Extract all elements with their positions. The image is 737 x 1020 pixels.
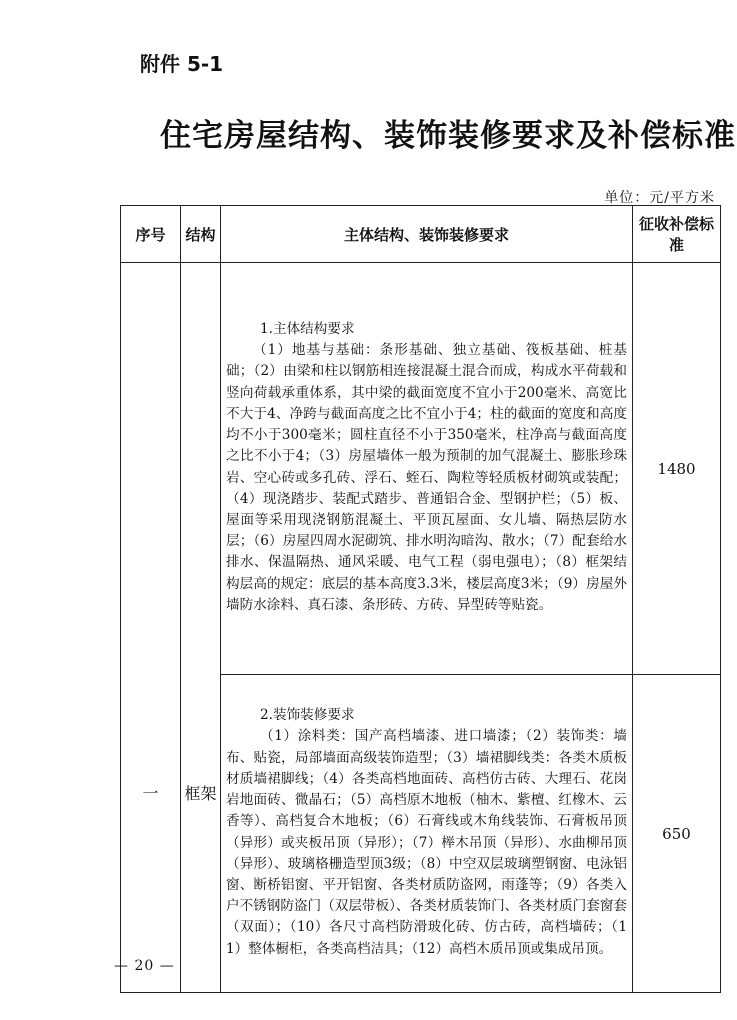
main-structure-text: （1）地基与基础：条形基础、独立基础、筏板基础、桩基础；（2）由梁和柱以钢筋相连接混凝土混合而成，构成水平荷载和竖向荷载承重体系，其中梁的截面宽度不宜小于200毫米、高宽比不大于4、净跨与截面高度之比不宜小于4；柱的截面的宽度和高度均不小于300毫米；圆柱直径不小于350毫米，柱净高与截面高度之比不小于4；（3）房屋墙体一般为预制的加气混凝土、膨胀珍珠岩、空心砖或多孔砖、浮石、蛭石、陶粒等轻质板材砌筑或装配；（4）现浇踏步、装配式踏步、普通铝合金、型钢护栏；（5）板、屋面等采用现浇钢筋混凝土、平顶瓦屋面、女儿墙、隔热层防水层；（6）房屋四周水泥砌筑、排水明沟暗沟、散水；（7）配套给水排水、保温隔热、通风采暖、电气工程（弱电强电）；（8）框架结构层高的规定：底层的基本高度3.3米，楼层高度3米；（9）房屋外墙防水涂料、真石漆、条形砖、方砖、异型砖等贴瓷。 bbox=[226, 342, 627, 613]
compensation-table bbox=[120, 205, 721, 993]
table-row bbox=[121, 263, 721, 675]
decoration-requirements bbox=[221, 675, 633, 993]
decoration-standard: 650 bbox=[633, 675, 721, 993]
header-seq: 序号 bbox=[121, 206, 181, 263]
main-structure-standard: 1480 bbox=[633, 263, 721, 675]
decoration-text: （1）涂料类：国产高档墙漆、进口墙漆；（2）装饰类：墙布、贴瓷，局部墙面高级装饰造型；（3）墙裙脚线类：各类木质板材质墙裙脚线；（4）各类高档地面砖、高档仿古砖、大理石、花岗岩地面砖、微晶石；（5）高档原木地板（柚木、紫檀、红橡木、云香等）、高档复合木地板；（6）石膏线或木角线装饰、石膏板吊顶（异形）或夹板吊顶（异形）；（7）榉木吊顶（异形）、水曲柳吊顶（异形）、玻璃格栅造型顶3级；（8）中空双层玻璃塑钢窗、电泳铝窗、断桥铝窗、平开铝窗、各类材质防盗网，雨蓬等；（9）各类入户不锈钢防盗门（双层带板）、各类材质装饰门、各类材质门套窗套（双面）；（10）各尺寸高档防滑玻化砖、仿古砖，高档墙砖；（11）整体橱柜，各类高档洁具；（12）高档木质吊顶或集成吊顶。 bbox=[226, 728, 628, 957]
header-requirements: 主体结构、装饰装修要求 bbox=[221, 206, 633, 263]
document-title: 住宅房屋结构、装饰装修要求及补偿标准 bbox=[160, 118, 736, 154]
table-header-row bbox=[121, 206, 721, 263]
main-structure-title: 1.主体结构要求 bbox=[260, 321, 355, 338]
decoration-title: 2.装饰装修要求 bbox=[260, 707, 355, 724]
structure-cell: 框架 bbox=[181, 263, 221, 993]
unit-label: 单位：元/平方米 bbox=[604, 190, 715, 206]
seq-cell: 一 bbox=[121, 263, 181, 993]
header-standard bbox=[633, 206, 721, 263]
header-standard-text: 征收补偿标准 bbox=[638, 215, 714, 254]
header-structure: 结构 bbox=[181, 206, 221, 263]
main-structure-requirements bbox=[221, 263, 633, 675]
page-number: — 20 — bbox=[114, 958, 175, 974]
attachment-label: 附件 5-1 bbox=[140, 52, 224, 76]
